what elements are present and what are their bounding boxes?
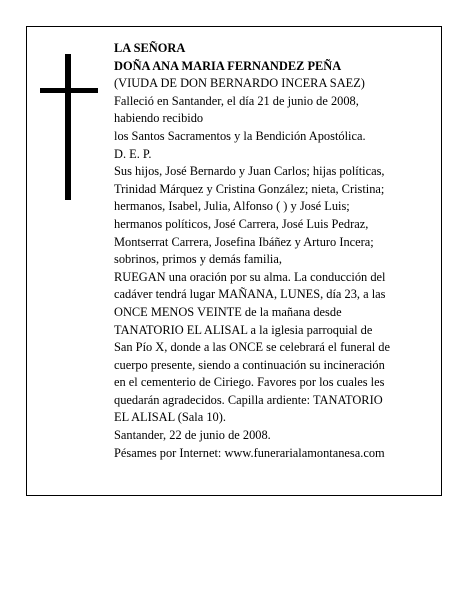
body-line: San Pío X, donde a las ONCE se celebrará el funeral de — [114, 340, 390, 355]
body-line: Sus hijos, José Bernardo y Juan Carlos; hijas políticas, — [114, 164, 385, 179]
body-line: habiendo recibido — [114, 111, 204, 126]
body-line: Santander, 22 de junio de 2008. — [114, 428, 271, 443]
body-line: Falleció en Santander, el día 21 de junio de 2008, — [114, 93, 359, 108]
body-line: Montserrat Carrera, Josefina Ibáñez y Arturo Incera; — [114, 234, 374, 249]
obituary-text — [114, 40, 430, 462]
body-line: Pésames por Internet: www.funerarialamontanesa.com — [114, 445, 385, 460]
body-line: RUEGAN una oración por su alma. La conducción del — [114, 269, 386, 284]
cross-icon — [40, 54, 98, 200]
cross-horizontal-bar — [40, 88, 98, 93]
body-line: en el cementerio de Ciriego. Favores por los cuales les — [114, 375, 385, 390]
body-line: quedarán agradecidos. Capilla ardiente: TANATORIO — [114, 392, 383, 407]
body-line: hermanos, Isabel, Julia, Alfonso ( ) y José Luis; — [114, 199, 350, 214]
body-line: sobrinos, primos y demás familia, — [114, 252, 282, 267]
body-line: cadáver tendrá lugar MAÑANA, LUNES, día 23, a las — [114, 287, 386, 302]
body-line: ONCE MENOS VEINTE de la mañana desde — [114, 304, 342, 319]
body-line: TANATORIO EL ALISAL a la iglesia parroquial de — [114, 322, 373, 337]
heading-title: LA SEÑORA — [114, 41, 186, 55]
deceased-name: DOÑA ANA MARIA FERNANDEZ PEÑA — [114, 58, 342, 73]
body-line: hermanos políticos, José Carrera, José Luis Pedraz, — [114, 216, 369, 231]
widow-of: (VIUDA DE DON BERNARDO INCERA SAEZ) — [114, 76, 365, 91]
body-line: cuerpo presente, siendo a continuación su incineración — [114, 357, 385, 372]
body-line: D. E. P. — [114, 146, 152, 161]
body-line: los Santos Sacramentos y la Bendición Apostólica. — [114, 128, 366, 143]
body-line: Trinidad Márquez y Cristina González; nieta, Cristina; — [114, 181, 385, 196]
cross-vertical-bar — [65, 54, 71, 200]
body-line: EL ALISAL (Sala 10). — [114, 410, 226, 425]
